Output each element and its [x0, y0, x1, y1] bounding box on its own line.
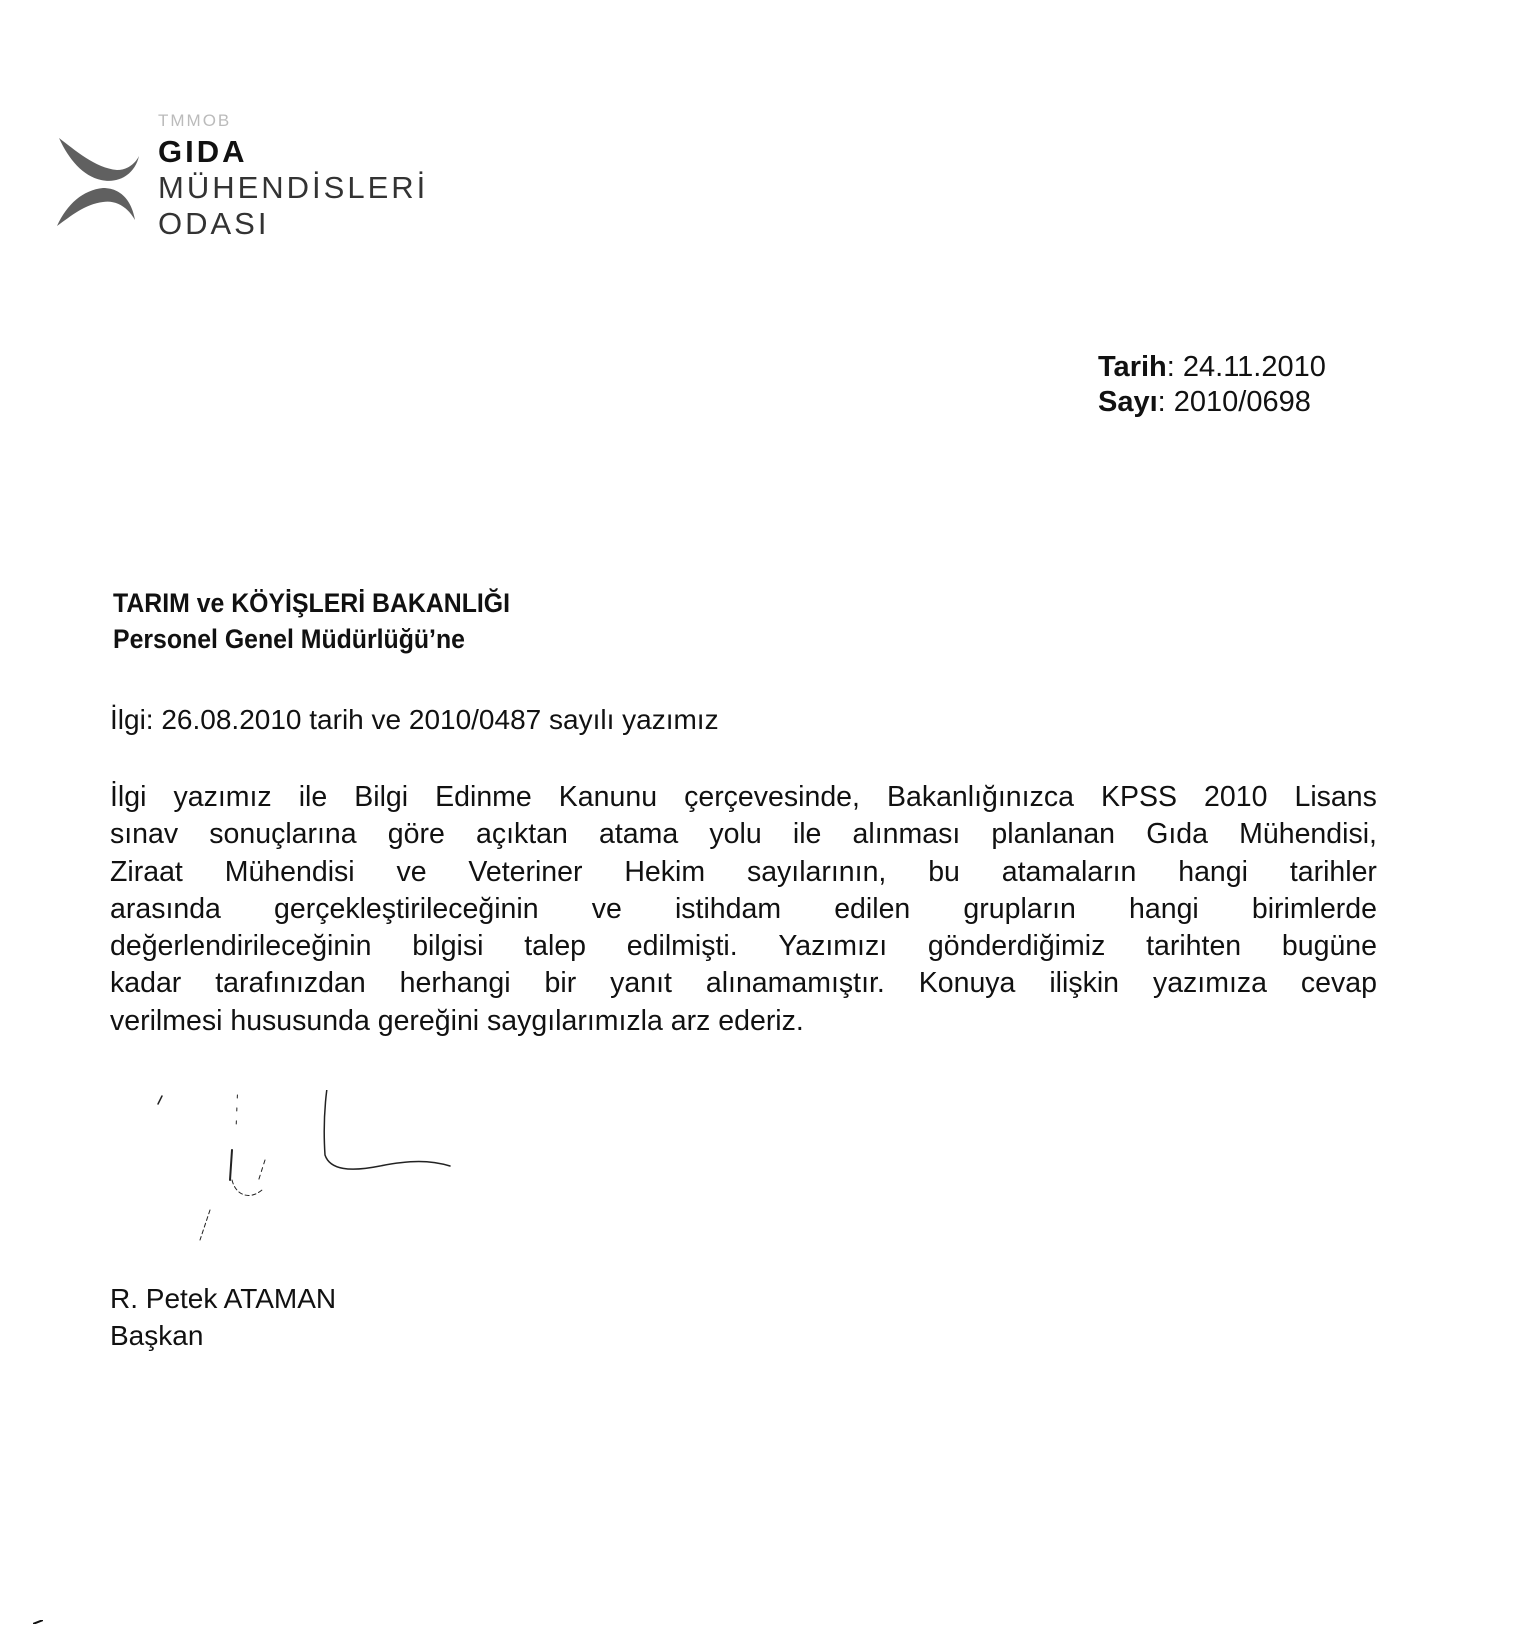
scan-speck: [33, 1620, 43, 1624]
logo-emblem-icon: [55, 130, 145, 240]
number-value: 2010/0698: [1173, 386, 1311, 418]
body-line: Ziraat Mühendisi ve Veteriner Hekim sayılarının, bu atamaların hangi tarihler: [110, 855, 1377, 888]
logo-line-1: [158, 134, 428, 170]
body-line: değerlendirileceğinin bilgisi talep edilmişti. Yazımızı gönderdiğimiz tarihten bugüne: [110, 930, 1377, 963]
logo-line-2-text: MÜHENDİSLERİ: [158, 170, 429, 205]
logo-line-1-text: GIDA: [158, 134, 248, 169]
signer-name: R. Petek ATAMAN: [110, 1283, 337, 1314]
body-line: verilmesi hususunda gereğini saygılarımızla arz ederiz.: [110, 1004, 804, 1037]
recipient-block: [113, 585, 510, 657]
number-row: [1098, 385, 1326, 420]
date-value: 24.11.2010: [1182, 351, 1326, 383]
letter-body: [110, 779, 1377, 1040]
date-colon: :: [1166, 351, 1183, 383]
logo-line-3: [158, 206, 428, 242]
number-colon: :: [1157, 386, 1174, 418]
date-row: [1098, 350, 1326, 385]
letter-meta: [1098, 350, 1326, 420]
body-line: İlgi yazımız ile Bilgi Edinme Kanunu çerçevesinde, Bakanlığınızca KPSS 2010 Lisans: [110, 781, 1377, 813]
logo-line-3-text: ODASI: [158, 206, 270, 241]
body-line: sınav sonuçlarına göre açıktan atama yolu ile alınması planlanan Gıda Mühendisi,: [110, 818, 1377, 851]
body-line: kadar tarafınızdan herhangi bir yanıt alınamamıştır. Konuya ilişkin yazımıza cevap: [110, 967, 1377, 1000]
body-line: arasında gerçekleştirileceğinin ve istihdam edilen grupların hangi birimlerde: [110, 892, 1377, 925]
handwritten-signature: [150, 1090, 490, 1290]
signer-block: [110, 1280, 336, 1354]
number-label: Sayı: [1098, 386, 1158, 418]
letterhead-logo: [55, 108, 435, 273]
date-label: Tarih: [1098, 351, 1167, 383]
reference-line: İlgi: 26.08.2010 tarih ve 2010/0487 sayılı yazımız: [110, 704, 719, 735]
signer-title: Başkan: [110, 1320, 204, 1351]
recipient-line-1: TARIM ve KÖYİŞLERİ BAKANLIĞI: [113, 588, 511, 618]
recipient-line-2: Personel Genel Müdürlüğü’ne: [113, 624, 465, 654]
logo-line-2: [158, 170, 428, 206]
logo-org-prefix: TMMOB: [158, 111, 232, 130]
